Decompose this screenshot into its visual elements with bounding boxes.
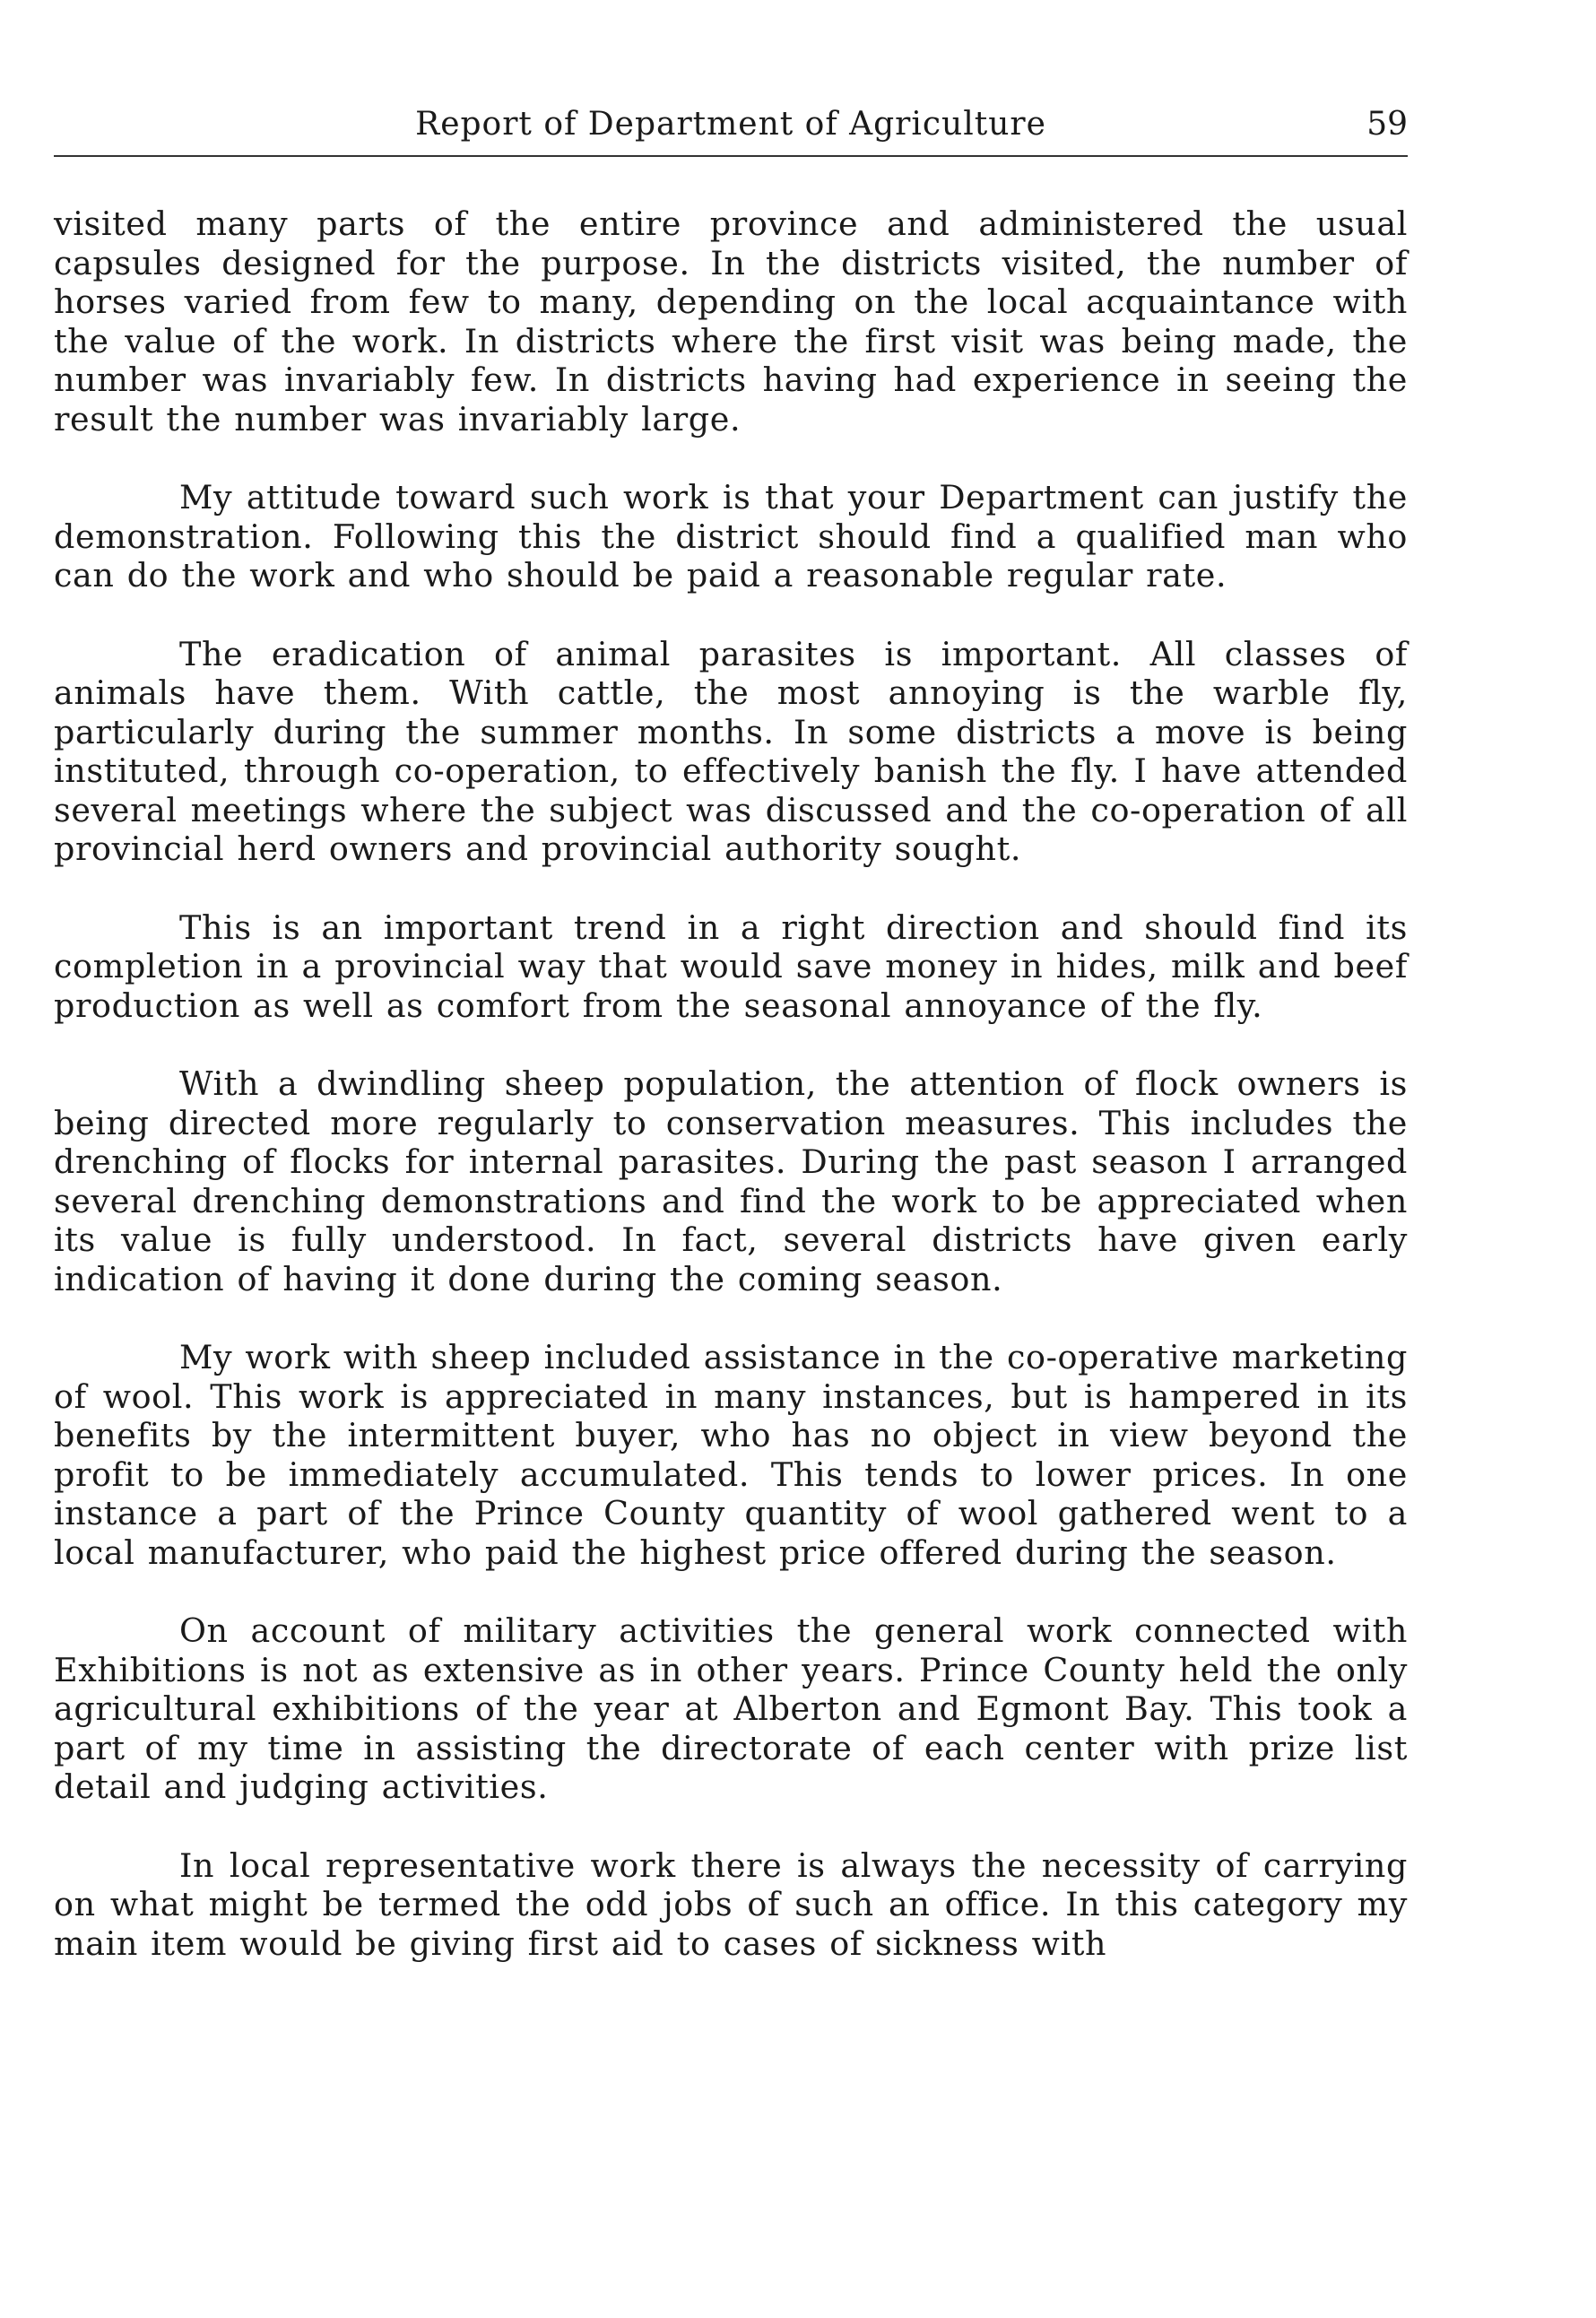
paragraph-8: In local representative work there is always the necessity of carrying on what might be termed the odd jobs of such an office. In this category my main item would be giving first aid to cases of sickness with <box>54 1845 1408 1963</box>
paragraph-2: My attitude toward such work is that your Department can justify the demonstration. Following this the district should find a qualified man who can do the work and who should be paid a reasonable regular rate. <box>54 478 1408 595</box>
page-number: 59 <box>1366 106 1408 143</box>
running-head <box>54 100 1408 154</box>
paragraph-5: With a dwindling sheep population, the attention of flock owners is being directed more regularly to conservation measures. This includes the drenching of flocks for internal parasites. During the past season I arranged several drenching demonstrations and find the work to be appreciated when its value is fully understood. In fact, several districts have given early indication of having it done during the coming season. <box>54 1064 1408 1298</box>
paragraph-1: visited many parts of the entire province and administered the usual capsules designed for the purpose. In the districts visited, the number of horses varied from few to many, depending on the local acquaintance with the value of the work. In districts where the first visit was being made, the number was invariably few. In districts having had experience in seeing the result the number was invariably large. <box>54 204 1408 438</box>
running-title: Report of Department of Agriculture <box>415 106 1046 143</box>
paragraph-6: My work with sheep included assistance in the co-operative marketing of wool. This work is appreciated in many instances, but is hampered in its benefits by the intermittent buyer, who has no object in view beyond the profit to be immediately accumulated. This tends to lower prices. In one instance a part of the Prince County quantity of wool gathered went to a local manufacturer, who paid the highest price offered during the season. <box>54 1338 1408 1572</box>
paragraph-7: On account of military activities the general work connected with Exhibitions is not as extensive as in other years. Prince County held the only agricultural exhibitions of the year at Alberton and Egmont Bay. This took a part of my time in assisting the directorate of each center with prize list detail and judging activities. <box>54 1611 1408 1806</box>
paragraph-4: This is an important trend in a right direction and should find its completion in a provincial way that would save money in hides, milk and beef production as well as comfort from the seasonal annoyance of the fly. <box>54 907 1408 1025</box>
paragraph-3: The eradication of animal parasites is important. All classes of animals have them. With cattle, the most annoying is the warble fly, particularly during the summer months. In some districts a move is being instituted, through co-operation, to effectively banish the fly. I have attended several meetings where the subject was discussed and the co-operation of all provincial herd owners and provincial authority sought. <box>54 634 1408 868</box>
header-rule <box>54 155 1408 157</box>
body-text <box>54 204 1408 1963</box>
